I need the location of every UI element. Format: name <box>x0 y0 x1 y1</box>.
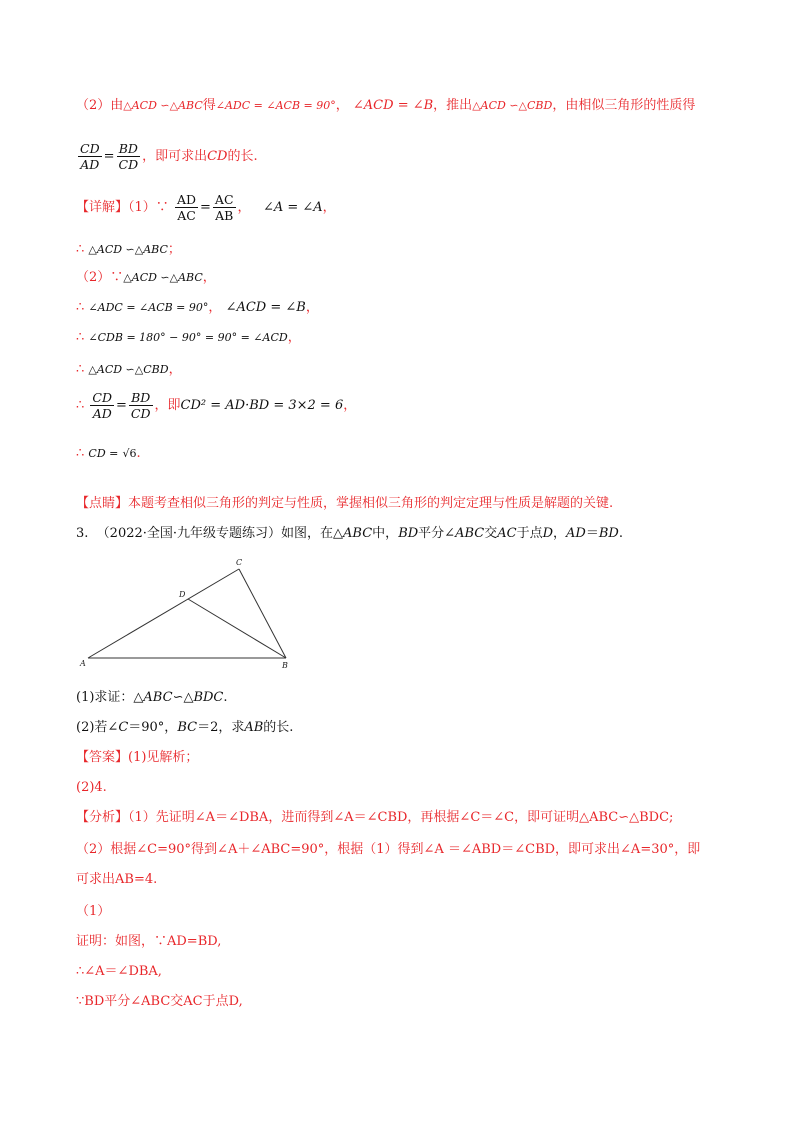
solution-line3: ∵BD平分∠ABC交AC于点D, <box>76 994 243 1009</box>
label-d: D <box>179 590 186 599</box>
detail-line6: ∴ △ACD ∽△CBD， <box>76 362 182 377</box>
triangle-figure <box>76 556 306 671</box>
analysis-tag: 【分析】 <box>76 810 129 825</box>
detail-tag: 【详解】 <box>76 200 129 215</box>
dianjing-line: 【点睛】本题考查相似三角形的判定与性质，掌握相似三角形的判定定理与性质是解题的关键. <box>76 496 614 511</box>
fraction-bd-cd: $\frac{BD}{CD}$ <box>118 141 139 172</box>
problem3-statement: 3. （2022·全国·九年级专题练习）如图，在△ABC中，BD平分∠ABC交AC于点D，AD＝BD. <box>76 526 623 541</box>
analysis-part2-line1: （2）由△ACD ∽△ABC得∠ADC = ∠ACB = 90°， ∠ACD = ∠B，推出△ACD ∽△CBD，由相似三角形的性质得 <box>76 98 696 113</box>
solution-line1: 证明：如图，∵AD=BD, <box>76 934 222 949</box>
analysis-line3: 可求出AB=4. <box>76 872 158 887</box>
detail-line1: 【详解】（1）∵ $\frac{AD}{AC}$ = $\frac{AC}{AB}$ ， ∠A = ∠A， <box>76 192 336 223</box>
segment-db <box>188 599 286 658</box>
detail-line7: ∴ $\frac{CD}{AD}$ = $\frac{BD}{CD}$ ，即CD² = AD·BD = 3×2 = 6， <box>76 390 357 421</box>
fraction-cd-ad-2: $\frac{CD}{AD}$ <box>92 390 113 421</box>
answer-tag: 【答案】 <box>76 750 129 765</box>
analysis-part2-line2: $\frac{CD}{AD}$ = $\frac{BD}{CD}$ ，即可求出CD的长. <box>80 141 258 172</box>
label-b: B <box>282 661 288 670</box>
detail-line8: ∴ CD = √6. <box>76 446 141 461</box>
triangle-diagram <box>76 556 306 671</box>
solution-line2: ∴∠A＝∠DBA, <box>76 964 162 979</box>
dianjing-tag: 【点睛】 <box>76 496 129 511</box>
question2: (2)若∠C＝90°，BC＝2，求AB的长. <box>76 720 294 735</box>
fraction-bd-cd-2: $\frac{BD}{CD}$ <box>130 390 151 421</box>
detail-line3: （2）∵△ACD ∽△ABC， <box>76 270 216 285</box>
detail-line2: ∴ △ACD ∽△ABC； <box>76 242 181 257</box>
detail-line4: ∴ ∠ADC = ∠ACB = 90°， ∠ACD = ∠B， <box>76 300 319 315</box>
question1: (1)求证：△ABC∽△BDC. <box>76 690 228 705</box>
fraction-cd-ad: $\frac{CD}{AD}$ <box>80 141 100 172</box>
solution-part1: （1） <box>76 904 111 919</box>
segment-cb <box>239 569 286 658</box>
detail-line5: ∴ ∠CDB = 180° − 90° = 90° = ∠ACD， <box>76 330 301 345</box>
answer-line1: 【答案】(1)见解析； <box>76 750 199 765</box>
analysis-line2: （2）根据∠C=90°得到∠A＋∠ABC=90°，根据（1）得到∠A ＝∠ABD＝∠CBD，即可求出∠A=30°，即 <box>76 842 701 857</box>
answer-line2: (2)4. <box>76 780 107 795</box>
fraction-ac-ab: $\frac{AC}{AB}$ <box>214 192 234 223</box>
label-c: C <box>236 558 243 567</box>
label-a: A <box>80 659 86 668</box>
fraction-ad-ac: $\frac{AD}{AC}$ <box>176 192 197 223</box>
analysis-line1: 【分析】（1）先证明∠A＝∠DBA，进而得到∠A＝∠CBD，再根据∠C＝∠C，即可证明△ABC∽△BDC; <box>76 810 674 825</box>
segment-ac <box>88 569 239 658</box>
